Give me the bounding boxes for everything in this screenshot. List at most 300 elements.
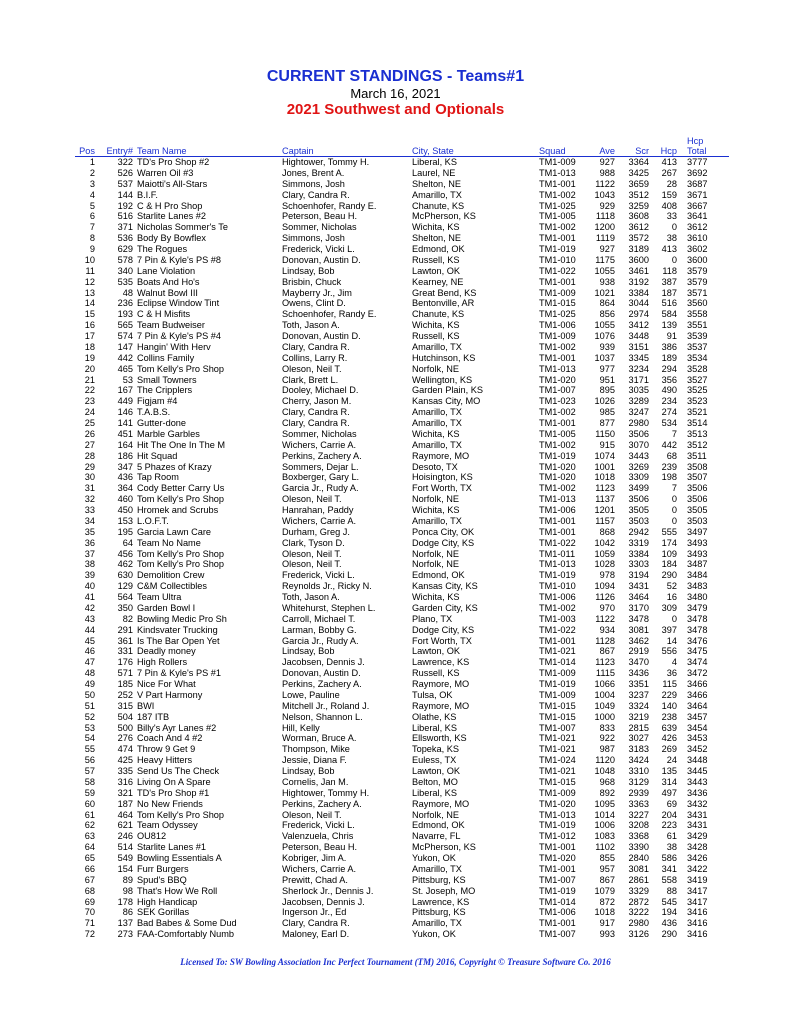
cell-entry: 291: [117, 624, 133, 635]
cell-ave: 1115: [595, 668, 615, 679]
cell-captain: Clary, Candra R.: [282, 418, 350, 428]
cell-squad: TM1-002: [539, 602, 576, 613]
cell-entry: 451: [117, 428, 133, 439]
cell-hcp-total: 3428: [687, 842, 708, 853]
cell-ave: 917: [599, 918, 615, 929]
cell-entry: 442: [117, 352, 133, 363]
cell-pos: 61: [84, 809, 95, 820]
cell-captain: Sherlock Jr., Dennis J.: [282, 885, 374, 896]
cell-scr: 3170: [628, 602, 649, 613]
cell-hcp: 109: [661, 548, 677, 559]
table-row: [75, 201, 729, 212]
cell-captain: Garcia Jr., Rudy A.: [282, 635, 359, 646]
cell-hcp-total: 3667: [687, 200, 708, 211]
cell-hcp: 194: [661, 907, 677, 918]
cell-captain: Peterson, Beau H.: [282, 842, 358, 853]
cell-team-name: Team Odyssey: [137, 820, 198, 831]
cell-city-state: Lawton, OK: [412, 766, 461, 776]
cell-hcp-total: 3453: [687, 733, 708, 744]
cell-pos: 14: [84, 298, 95, 309]
cell-ave: 1021: [594, 287, 615, 298]
table-row: [75, 559, 729, 570]
cell-hcp: 586: [661, 853, 677, 863]
cell-hcp-total: 3417: [687, 896, 708, 907]
cell-captain: Clark, Tyson D.: [282, 537, 345, 548]
cell-ave: 1118: [595, 211, 615, 222]
cell-hcp-total: 3429: [687, 831, 708, 842]
cell-scr: 2980: [628, 918, 649, 929]
cell-hcp: 229: [661, 689, 677, 700]
cell-entry: 361: [117, 635, 133, 646]
cell-captain: Jacobsen, Dennis J.: [282, 657, 365, 668]
cell-hcp: 534: [661, 418, 677, 428]
table-row: [75, 277, 729, 288]
table-row: [75, 820, 729, 831]
cell-team-name: Gutter-done: [137, 418, 187, 428]
cell-team-name: Is The Bar Open Yet: [137, 635, 220, 646]
cell-hcp-total: 3466: [687, 689, 708, 700]
cell-hcp-total: 3558: [687, 309, 708, 320]
cell-entry: 322: [117, 157, 133, 167]
cell-scr: 3572: [628, 233, 649, 244]
cell-scr: 3448: [628, 331, 649, 341]
table-row: [75, 679, 729, 690]
cell-city-state: Amarillo, TX: [412, 439, 462, 450]
cell-hcp: 28: [666, 178, 677, 189]
cell-scr: 3247: [628, 407, 649, 418]
cell-ave: 1074: [594, 450, 615, 461]
cell-entry: 340: [117, 265, 133, 276]
cell-captain: Durham, Greg J.: [282, 526, 350, 537]
cell-team-name: Hangin' With Herv: [137, 341, 211, 352]
cell-city-state: Desoto, TX: [412, 461, 458, 472]
cell-entry: 526: [117, 167, 133, 178]
cell-squad: TM1-002: [539, 483, 576, 494]
cell-scr: 3512: [628, 189, 649, 200]
cell-entry: 98: [122, 885, 133, 896]
cell-city-state: Norfolk, NE: [412, 548, 459, 559]
cell-city-state: Garden Plain, KS: [412, 385, 483, 396]
cell-hcp-total: 3521: [687, 407, 708, 418]
cell-team-name: Bowling Essentials A: [137, 853, 222, 863]
cell-scr: 3384: [628, 548, 649, 559]
cell-scr: 3464: [628, 592, 649, 602]
cell-captain: Jones, Brent A.: [282, 167, 345, 178]
table-row: [75, 255, 729, 266]
table-row: [75, 309, 729, 320]
cell-pos: 23: [84, 396, 95, 407]
cell-scr: 3424: [628, 755, 649, 766]
cell-captain: Garcia Jr., Rudy A.: [282, 483, 359, 494]
cell-hcp-total: 3431: [687, 809, 708, 820]
cell-squad: TM1-021: [539, 646, 576, 657]
cell-entry: 146: [117, 407, 133, 418]
cell-captain: Wichers, Carrie A.: [282, 439, 357, 450]
cell-ave: 1122: [595, 613, 615, 624]
cell-captain: Collins, Larry R.: [282, 352, 348, 363]
cell-ave: 915: [599, 439, 615, 450]
cell-squad: TM1-015: [539, 711, 576, 722]
cell-captain: Brisbin, Chuck: [282, 276, 342, 287]
cell-entry: 185: [117, 679, 133, 689]
cell-entry: 147: [117, 341, 133, 352]
cell-entry: 537: [117, 178, 133, 189]
cell-entry: 153: [117, 515, 133, 526]
col-team-name: Team Name: [135, 136, 280, 157]
cell-captain: Oleson, Neil T.: [282, 548, 342, 559]
cell-entry: 629: [117, 244, 133, 254]
cell-scr: 3237: [628, 689, 649, 700]
table-row: [75, 483, 729, 494]
cell-hcp: 38: [666, 233, 677, 244]
cell-captain: Whitehurst, Stephen L.: [282, 602, 376, 613]
cell-captain: Wichers, Carrie A.: [282, 863, 357, 874]
cell-scr: 3390: [628, 842, 649, 853]
cell-squad: TM1-021: [539, 744, 576, 755]
cell-hcp: 397: [661, 624, 677, 635]
cell-ave: 856: [599, 309, 615, 320]
cell-team-name: Eclipse Window Tint: [137, 298, 220, 309]
cell-squad: TM1-020: [539, 461, 576, 472]
cell-scr: 3183: [628, 744, 649, 755]
cell-scr: 3219: [628, 711, 649, 722]
cell-team-name: V Part Harmony: [137, 689, 203, 700]
cell-captain: Frederick, Vicki L.: [282, 244, 355, 254]
cell-ave: 1128: [595, 635, 615, 646]
cell-captain: Prewitt, Chad A.: [282, 874, 348, 885]
cell-city-state: Great Bend, KS: [412, 287, 477, 298]
cell-pos: 8: [89, 233, 95, 244]
cell-squad: TM1-009: [539, 787, 576, 798]
cell-pos: 5: [89, 200, 95, 211]
cell-hcp-total: 3610: [687, 233, 708, 244]
cell-captain: Perkins, Zachery A.: [282, 798, 362, 809]
cell-ave: 1001: [594, 461, 615, 472]
cell-hcp-total: 3505: [687, 505, 708, 515]
table-row: [75, 581, 729, 592]
cell-team-name: Living On A Spare: [137, 776, 211, 787]
cell-hcp-total: 3777: [687, 157, 708, 167]
cell-entry: 187: [117, 798, 133, 809]
cell-pos: 18: [84, 341, 95, 352]
cell-scr: 3503: [628, 515, 649, 526]
cell-ave: 877: [599, 418, 615, 428]
cell-scr: 3171: [628, 374, 649, 385]
cell-hcp-total: 3472: [687, 668, 708, 679]
cell-city-state: Edmond, OK: [412, 570, 465, 581]
cell-entry: 86: [122, 907, 133, 918]
cell-team-name: Cody Better Carry Us: [137, 483, 225, 494]
table-row: [75, 375, 729, 386]
cell-pos: 43: [84, 613, 95, 624]
cell-team-name: Team Budweiser: [137, 320, 205, 331]
cell-hcp: 61: [666, 831, 677, 842]
table-row: [75, 907, 729, 918]
table-row: [75, 777, 729, 788]
cell-captain: Carroll, Michael T.: [282, 613, 356, 624]
cell-ave: 1076: [594, 331, 615, 341]
cell-city-state: Ponca City, OK: [412, 526, 475, 537]
col-captain: Captain: [280, 136, 410, 157]
cell-entry: 193: [117, 309, 133, 320]
cell-city-state: Kansas City, MO: [412, 396, 481, 407]
cell-ave: 934: [599, 624, 615, 635]
cell-hcp: 269: [661, 744, 677, 755]
cell-captain: Lindsay, Bob: [282, 766, 335, 776]
cell-ave: 951: [599, 374, 615, 385]
cell-ave: 939: [599, 341, 615, 352]
cell-squad: TM1-010: [539, 254, 576, 265]
cell-hcp: 490: [661, 385, 677, 396]
cell-ave: 1018: [594, 907, 615, 918]
col-hcp: Hcp: [651, 136, 679, 157]
cell-hcp-total: 3457: [687, 711, 708, 722]
cell-hcp-total: 3422: [687, 863, 708, 874]
cell-entry: 316: [117, 776, 133, 787]
cell-ave: 864: [599, 298, 615, 309]
cell-scr: 3259: [628, 200, 649, 211]
cell-hcp: 408: [661, 200, 677, 211]
cell-scr: 3505: [628, 505, 649, 515]
cell-scr: 3189: [628, 244, 649, 254]
cell-squad: TM1-007: [539, 722, 576, 733]
cell-captain: Simmons, Josh: [282, 178, 345, 189]
table-row: [75, 440, 729, 451]
cell-ave: 1066: [594, 679, 615, 689]
cell-city-state: Liberal, KS: [412, 787, 457, 798]
cell-captain: Donovan, Austin D.: [282, 331, 361, 341]
cell-scr: 3289: [628, 396, 649, 407]
cell-hcp-total: 3464: [687, 700, 708, 711]
cell-entry: 82: [122, 613, 133, 624]
cell-ave: 1095: [594, 798, 615, 809]
cell-captain: Maloney, Earl D.: [282, 929, 350, 940]
cell-captain: Kobriger, Jim A.: [282, 853, 347, 863]
cell-scr: 3608: [628, 211, 649, 222]
cell-ave: 855: [599, 853, 615, 863]
cell-captain: Perkins, Zachery A.: [282, 450, 362, 461]
cell-scr: 3027: [628, 733, 649, 744]
cell-city-state: Wichita, KS: [412, 320, 460, 331]
table-row: [75, 288, 729, 299]
cell-hcp: 91: [666, 331, 677, 341]
cell-pos: 54: [84, 733, 95, 744]
cell-pos: 67: [84, 874, 95, 885]
cell-pos: 4: [89, 189, 95, 200]
cell-team-name: Team No Name: [137, 537, 201, 548]
cell-team-name: High Handicap: [137, 896, 198, 907]
cell-team-name: 7 Pin & Kyle's PS #1: [137, 668, 221, 679]
cell-pos: 41: [84, 592, 95, 602]
cell-ave: 968: [599, 776, 615, 787]
cell-pos: 48: [84, 668, 95, 679]
cell-squad: TM1-011: [539, 548, 576, 559]
cell-captain: Oleson, Neil T.: [282, 809, 342, 820]
cell-hcp-total: 3497: [687, 526, 708, 537]
cell-hcp: 69: [666, 798, 677, 809]
table-row: [75, 766, 729, 777]
cell-team-name: Body By Bowflex: [137, 233, 206, 244]
cell-entry: 564: [117, 592, 133, 602]
cell-hcp-total: 3579: [687, 276, 708, 287]
cell-pos: 38: [84, 559, 95, 570]
cell-entry: 129: [117, 581, 133, 592]
cell-team-name: 7 Pin & Kyle's PS #4: [137, 331, 221, 341]
cell-entry: 578: [117, 254, 133, 265]
cell-squad: TM1-001: [539, 178, 576, 189]
table-header: [75, 136, 729, 157]
cell-pos: 49: [84, 679, 95, 689]
cell-squad: TM1-006: [539, 505, 576, 515]
cell-entry: 167: [117, 385, 133, 396]
cell-city-state: Belton, MO: [412, 776, 458, 787]
cell-team-name: Heavy Hitters: [137, 755, 193, 766]
cell-squad: TM1-025: [539, 309, 576, 320]
cell-city-state: Dodge City, KS: [412, 537, 475, 548]
cell-pos: 52: [84, 711, 95, 722]
cell-captain: Toth, Jason A.: [282, 320, 340, 331]
cell-ave: 872: [599, 896, 615, 907]
cell-team-name: B.I.F.: [137, 189, 158, 200]
cell-captain: Boxberger, Gary L.: [282, 472, 360, 483]
cell-city-state: Amarillo, TX: [412, 407, 462, 418]
cell-pos: 64: [84, 842, 95, 853]
cell-hcp-total: 3426: [687, 853, 708, 863]
cell-ave: 1043: [594, 189, 615, 200]
cell-squad: TM1-013: [539, 494, 576, 505]
cell-entry: 630: [117, 570, 133, 581]
cell-squad: TM1-019: [539, 820, 576, 831]
cell-entry: 53: [122, 374, 133, 385]
cell-ave: 1201: [594, 505, 615, 515]
cell-pos: 13: [84, 287, 95, 298]
cell-entry: 137: [117, 918, 133, 929]
table-row: [75, 636, 729, 647]
cell-hcp: 290: [661, 570, 677, 581]
cell-squad: TM1-001: [539, 276, 576, 287]
cell-scr: 3412: [628, 320, 649, 331]
cell-city-state: Liberal, KS: [412, 722, 457, 733]
table-row: [75, 353, 729, 364]
cell-city-state: Lawton, OK: [412, 265, 461, 276]
cell-scr: 3345: [628, 352, 649, 363]
cell-pos: 12: [84, 276, 95, 287]
cell-pos: 1: [89, 157, 95, 167]
cell-entry: 549: [117, 853, 133, 863]
cell-hcp-total: 3528: [687, 363, 708, 374]
cell-captain: Toth, Jason A.: [282, 592, 340, 602]
cell-hcp-total: 3476: [687, 635, 708, 646]
cell-captain: Lindsay, Bob: [282, 265, 335, 276]
cell-hcp-total: 3523: [687, 396, 708, 407]
cell-squad: TM1-020: [539, 853, 576, 863]
cell-city-state: Dodge City, KS: [412, 624, 475, 635]
cell-city-state: Raymore, MO: [412, 700, 470, 711]
cell-scr: 3151: [628, 341, 649, 352]
cell-squad: TM1-007: [539, 874, 576, 885]
cell-city-state: Amarillo, TX: [412, 515, 462, 526]
cell-squad: TM1-022: [539, 537, 576, 548]
cell-team-name: High Rollers: [137, 657, 188, 668]
cell-hcp: 198: [661, 472, 677, 483]
cell-entry: 186: [117, 450, 133, 461]
cell-team-name: Send Us The Check: [137, 766, 220, 776]
cell-ave: 922: [599, 733, 615, 744]
cell-squad: TM1-012: [539, 831, 576, 842]
cell-captain: Cornelis, Jan M.: [282, 776, 349, 787]
cell-hcp: 555: [661, 526, 677, 537]
cell-team-name: 5 Phazes of Krazy: [137, 461, 212, 472]
cell-squad: TM1-021: [539, 733, 576, 744]
cell-hcp-total: 3466: [687, 679, 708, 689]
cell-ave: 1083: [594, 831, 615, 842]
cell-hcp: 88: [666, 885, 677, 896]
cell-city-state: Wichita, KS: [412, 428, 460, 439]
cell-scr: 3269: [628, 461, 649, 472]
cell-squad: TM1-009: [539, 331, 576, 341]
cell-entry: 464: [117, 809, 133, 820]
cell-ave: 1094: [594, 581, 615, 592]
cell-captain: Hanrahan, Paddy: [282, 505, 354, 515]
cell-hcp: 497: [661, 787, 677, 798]
cell-scr: 3194: [628, 570, 649, 581]
cell-city-state: Raymore, MO: [412, 798, 470, 809]
table-row: [75, 788, 729, 799]
cell-city-state: Russell, KS: [412, 331, 460, 341]
cell-squad: TM1-013: [539, 167, 576, 178]
cell-entry: 535: [117, 276, 133, 287]
cell-city-state: Russell, KS: [412, 254, 460, 265]
cell-hcp: 639: [661, 722, 677, 733]
cell-ave: 988: [599, 167, 615, 178]
cell-pos: 20: [84, 363, 95, 374]
cell-captain: Valenzuela, Chris: [282, 831, 354, 842]
cell-hcp: 387: [661, 276, 677, 287]
cell-city-state: Laurel, NE: [412, 167, 456, 178]
table-row: [75, 298, 729, 309]
cell-hcp: 140: [661, 700, 677, 711]
cell-team-name: Maiotti's All-Stars: [137, 178, 208, 189]
cell-scr: 3227: [628, 809, 649, 820]
cell-pos: 33: [84, 505, 95, 515]
cell-squad: TM1-022: [539, 624, 576, 635]
table-row: [75, 614, 729, 625]
cell-ave: 1157: [595, 515, 615, 526]
cell-team-name: 7 Pin & Kyle's PS #8: [137, 254, 221, 265]
cell-entry: 347: [117, 461, 133, 472]
cell-hcp-total: 3514: [687, 418, 708, 428]
cell-pos: 62: [84, 820, 95, 831]
cell-hcp-total: 3419: [687, 874, 708, 885]
cell-city-state: Yukon, OK: [412, 929, 456, 940]
cell-pos: 46: [84, 646, 95, 657]
cell-team-name: C & H Misfits: [137, 309, 191, 320]
cell-city-state: Shelton, NE: [412, 178, 462, 189]
cell-ave: 1150: [595, 428, 615, 439]
cell-team-name: Garcia Lawn Care: [137, 526, 212, 537]
cell-ave: 1055: [594, 265, 615, 276]
cell-squad: TM1-002: [539, 341, 576, 352]
cell-hcp: 33: [666, 211, 677, 222]
cell-team-name: 187 ITB: [137, 711, 170, 722]
cell-pos: 3: [89, 178, 95, 189]
cell-city-state: Topeka, KS: [412, 744, 459, 755]
table-row: [75, 853, 729, 864]
cell-ave: 978: [599, 570, 615, 581]
cell-entry: 565: [117, 320, 133, 331]
cell-squad: TM1-005: [539, 211, 576, 222]
cell-team-name: Walnut Bowl III: [137, 287, 198, 298]
